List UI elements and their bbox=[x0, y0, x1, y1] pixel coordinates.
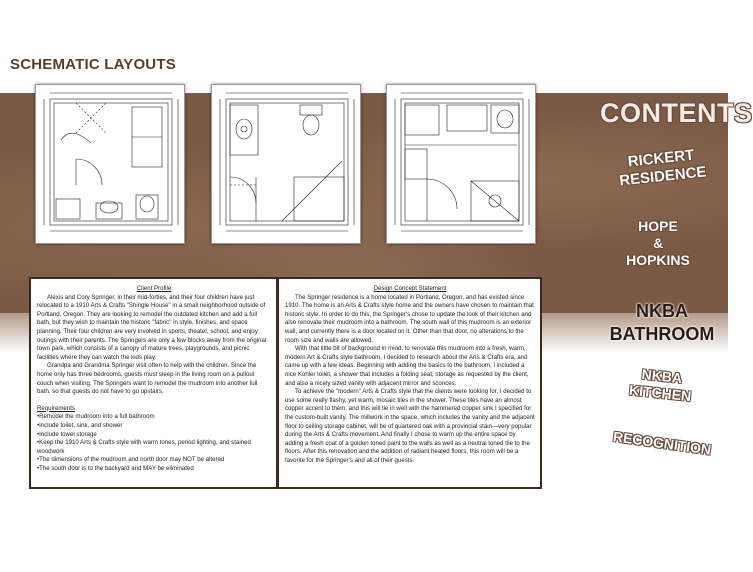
nav-contents[interactable]: CONTENTS bbox=[600, 98, 753, 128]
nav-nkba-kitchen-line: KITCHEN bbox=[628, 381, 692, 405]
nav-rickert-residence[interactable]: RICKERT RESIDENCE bbox=[618, 146, 708, 190]
design-concept-paragraph: To achieve the "modern" Arts & Crafts style that the clients were looking for, I decided to use some really flashy, yet warm, mosaic tiles in the shower. These tiles have an almost copper accent to them, and this will tie in well with the hammered copper sink I specified for the custom-built vanity. The millwork in the space, which includes the vanity and the adjacent floor to ceiling storage cabinet, will be of quartered oak with a provincial stain—very popular during the Arts & Crafts movement. And finally I chose to warm up the entire space by adding a fresh coat of a golden toned paint to the walls as well as a neutral toned tile to the floors. After this renovation and the addition of radiant heated floors, this room will be a favorite for the Springer's and all of their guests. bbox=[285, 388, 535, 464]
client-profile-card bbox=[29, 277, 278, 489]
nav-recognition[interactable]: RECOGNITION bbox=[612, 428, 713, 458]
client-profile-paragraph: Alexis and Cory Springer, in their mid-forties, and their four children have just relocated to a 1910 Arts & Crafts "Shingle House" in a small neighborhood outside of Portland, Oregon. They are looking to remodel the outdated kitchen and add a full bath, but they wish to maintain the historic "fabric" in style, finishes, and space planning. Their four children are very involved in sports, theater, school, and enjoy outings with their parents. The Springers are only a few blocks away from the original town park, which consists of a canopy of mature trees, playgrounds, and picnic facilities where they can watch the kids play. bbox=[37, 293, 267, 361]
requirements-heading: Requirements bbox=[37, 404, 75, 412]
requirement-item: •The south door is to the backyard and MAY be eliminated bbox=[37, 464, 194, 472]
floor-plan-1 bbox=[35, 84, 185, 244]
client-profile-paragraph: Grandpa and Grandma Springer visit often to help with the children. Since the home only has three bedrooms, guests must sleep in the living room on a pullout couch when visiting. The Springers want to remodel the mudroom into another full bath, so that guests do not have to go upstairs. bbox=[37, 362, 258, 396]
nav-hope-line: & bbox=[652, 235, 664, 251]
nav-nkba-bath-line: NKBA bbox=[636, 301, 688, 321]
nav-nkba-bathroom[interactable] bbox=[596, 300, 728, 346]
requirement-item: •Include towel storage bbox=[37, 430, 97, 438]
floor-plan-2 bbox=[211, 84, 361, 244]
nav-nkba-kitchen[interactable] bbox=[610, 363, 711, 407]
client-profile-heading: Client Profile bbox=[136, 285, 172, 292]
design-concept-card bbox=[277, 277, 542, 489]
page-title: SCHEMATIC LAYOUTS bbox=[10, 56, 176, 73]
nav-nkba-bath-line: BATHROOM bbox=[609, 324, 715, 344]
requirement-item: •Include toilet, sink, and shower bbox=[37, 421, 123, 429]
nav-hope-line: HOPE bbox=[638, 218, 678, 234]
design-concept-paragraph: The Springer residence is a home located in Portland, Oregon, and has existed since 1910. The home is an Arts & Crafts style home and the owners have chosen to maintain that historic style. In order to do this, the Springer's chose to update the look of their kitchen and also renovate their mudroom into a bathroom. The south wall of this mudroom is an exterior wall, and currently there is a door located on it. Other than that door, no alterations to the room size and walls are allowed. bbox=[285, 293, 534, 344]
requirement-item: •Remodel the mudroom into a full bathroom bbox=[37, 413, 155, 421]
design-concept-heading: Design Concept Statement bbox=[373, 285, 447, 292]
floor-plan-3 bbox=[386, 84, 536, 244]
design-concept-paragraph: With that little bit of background in mind, to renovate this mudroom into a fresh, warm, modern Art & Crafts style bathroom, I decided to research about the Arts & Crafts era, and came up with a few ideas. Beginning with adding the basics to the bathroom, I included a nice Kohler toilet, a shower that includes a folding seat, storage as requested by the client, and also a nicely sized vanity with adjacent mirror and sconces. bbox=[285, 345, 529, 387]
nav-nkba-kitchen-line: NKBA bbox=[640, 365, 683, 387]
nav-hope-hopkins[interactable] bbox=[612, 218, 704, 269]
nav-hope-line: HOPKINS bbox=[626, 252, 690, 268]
requirement-item: •The dimensions of the mudroom and north door may NOT be altered bbox=[37, 456, 225, 464]
requirement-item: •Keep the 1910 Arts & Crafts style with warm tones, period lighting, and stained woodwork bbox=[37, 439, 251, 455]
